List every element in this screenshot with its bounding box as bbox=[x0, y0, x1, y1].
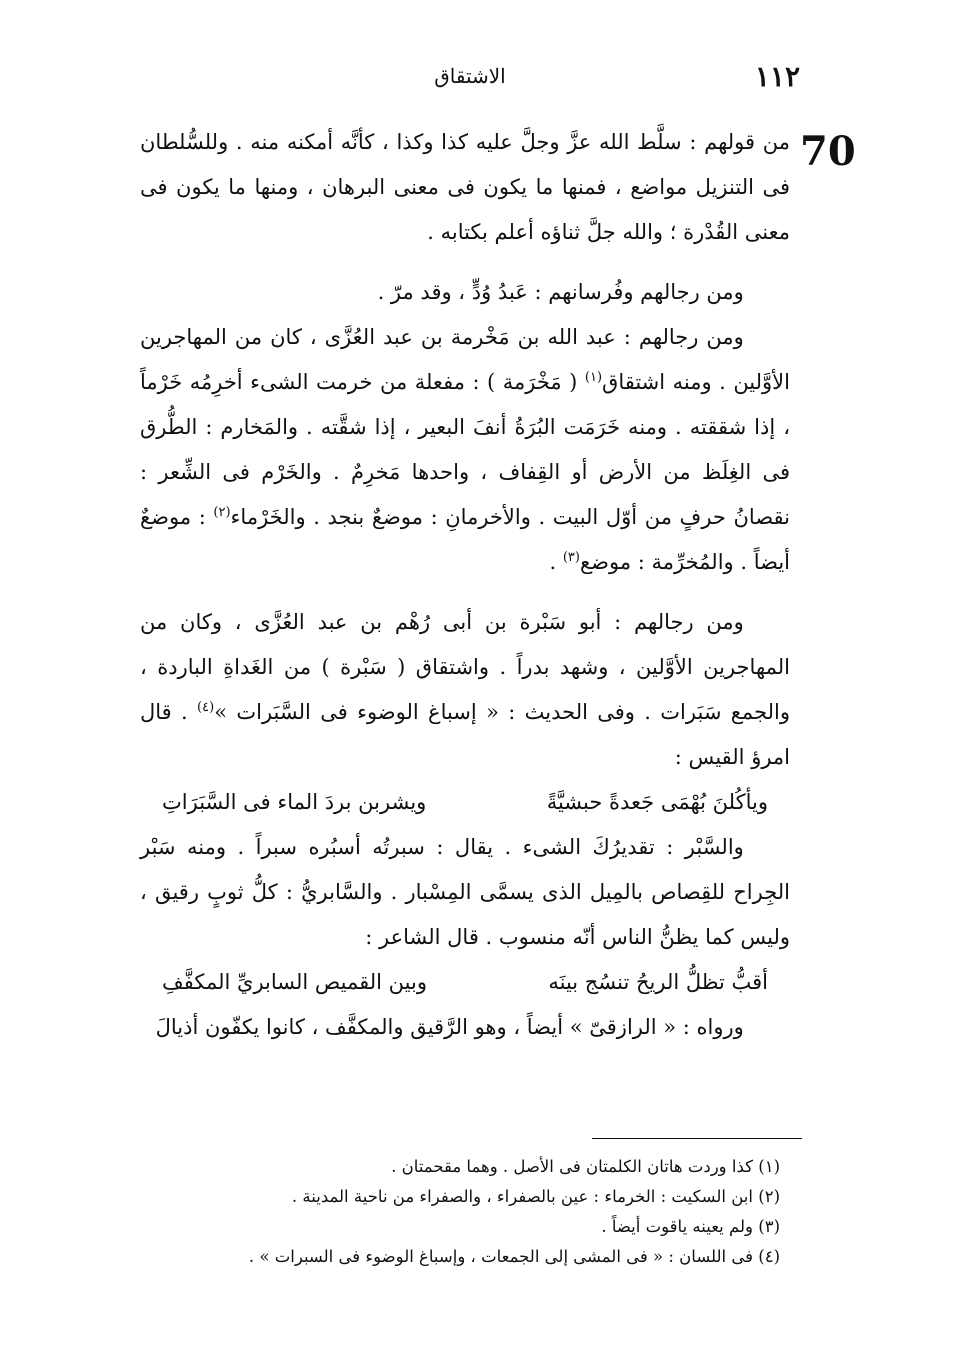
verse-1-hemistich-2: ويشربن بردَ الماء فى السَّبَرَاتِ bbox=[162, 790, 427, 814]
footnote-1: (١) كذا وردت هاتان الكلمتان فى الأصل . وهما مقحمتان . bbox=[391, 1157, 780, 1176]
verse-2-hemistich-1: أقبُّ تظلُّ الريحُ تنسُج بينَه bbox=[548, 970, 768, 994]
verse-1 bbox=[140, 780, 790, 825]
running-head: الاشتقاق bbox=[434, 64, 506, 88]
footnote-2: (٢) ابن السكيت : الخرماء : عين بالصفراء ، والصفراء من ناحية المدينة . bbox=[291, 1187, 780, 1206]
verse-2-hemistich-2: وبين القميص السابريِّ المكفَّفِ bbox=[162, 970, 427, 994]
paragraph-5: والسَّبْر : تقديرُكَ الشىء . يقال : سبرتُه أسبُره سبراً . ومنه سَبْر الجِراح للقِصاص بالمِيل الذى يسمَّى المِسْبار . والسَّابريُّ : كلُّ ثوبٍ رقيق ، وليس كما يظنُّ الناس أنّه منسوب . قال الشاعر : bbox=[140, 835, 790, 949]
paragraph-1: من قولهم : سلَّط الله عزَّ وجلَّ عليه كذا وكذا ، كأنَّه أمكنه منه . وللسُّلطان فى التنزيل مواضع ، فمنها ما يكون فى معنى البرهان ، ومنها ما يكون فى معنى القُدْرة ؛ والله جلَّ ثناؤه أعلم بكتابه . bbox=[140, 130, 790, 244]
margin-number: 70 bbox=[800, 128, 856, 175]
footnote-ref-1: (١) bbox=[584, 370, 603, 385]
paragraph-3: ومن رجالهم : عبد الله بن مَخْرمة بن عبد العُزَّى ، كان من المهاجرين الأوَّلين . ومنه اشتقاق$^{(١)}$ ( مَخْرَمة ) : مفعلة من خرمت الشىء أخرِمُه خَرْماً ، إذا شققته . ومنه خَرَمَت البُرَةُ أنفَ البعير ، إذا شقَّته . والمَخارم : الطُّرق فى الغِلَظ من الأرض أو القِفاف ، واحدها مَخرِمٌ . والخَرْم فى الشِّعر : نقصانُ حرفٍ من أوّل البيت . والأخرمانِ : موضعٌ بنجد . والخَرْماء$^{(٢)}$ : موضعٌ أيضاً . والمُخرِّمة : موضع$^{(٣)}$ . bbox=[140, 325, 790, 574]
paragraph-2: ومن رجالهم وفُرسانهم : عَبدُ وُدٍّ ، وقد مرّ . bbox=[377, 280, 744, 304]
footnote-ref-2: (٢) bbox=[213, 505, 231, 520]
main-text bbox=[140, 120, 790, 1050]
paragraph-4: ومن رجالهم : أبو سَبْرة بن أبى رُهْم بن عبد العُزَّى ، وكان من المهاجرين الأوَّلين ، وشهد بدراً . واشتقاق ( سَبْرة ) من الغَداةِ الباردة ، والجمع سَبَرات . وفى الحديث : « إسباغ الوضوء فى السَّبَرات »$^{(٤)}$ . قال امرؤ القيس : bbox=[140, 610, 790, 769]
verse-2 bbox=[140, 960, 790, 1005]
footnotes bbox=[140, 1152, 780, 1272]
page-number: ١١٢ bbox=[754, 60, 800, 93]
footnote-4: (٤) فى اللسان : « فى المشى إلى الجمعات ، وإسباغ الوضوء فى السبرات » . bbox=[248, 1247, 780, 1266]
footnote-ref-4: (٤) bbox=[197, 700, 215, 715]
footnote-3: (٣) ولم يعينه ياقوت أيضاً . bbox=[601, 1217, 780, 1236]
footnote-separator bbox=[592, 1138, 802, 1139]
page-header bbox=[140, 60, 800, 100]
verse-1-hemistich-1: ويأكُلنَ بُهْمَى جَعدةً حبشيَّةً bbox=[546, 790, 768, 814]
footnote-ref-3: (٣) bbox=[562, 550, 580, 565]
paragraph-6: ورواه : « الرازقىّ » أيضاً ، وهو الرَّقيق والمكفَّف ، كانوا يكفّون أذيالَ bbox=[155, 1015, 744, 1039]
